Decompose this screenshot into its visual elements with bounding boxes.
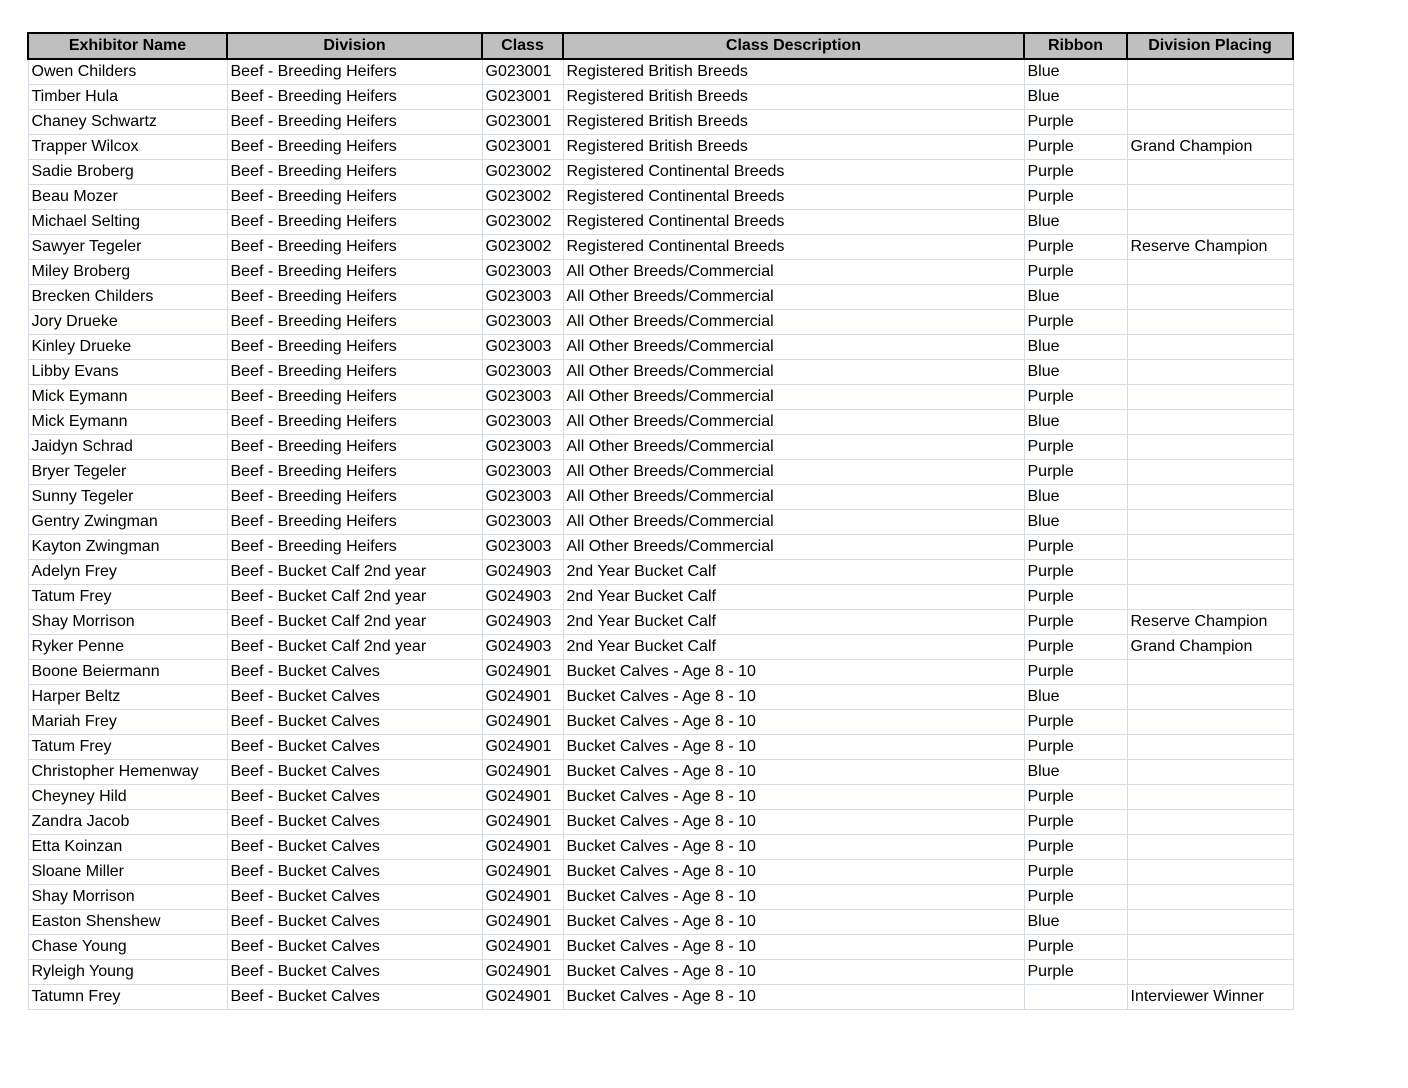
division-placing-cell [1127, 360, 1293, 385]
division-placing-cell [1127, 110, 1293, 135]
exhibitor-name-cell: Sloane Miller [28, 860, 227, 885]
exhibitor-name-cell: Harper Beltz [28, 685, 227, 710]
exhibitor-name-cell: Chase Young [28, 935, 227, 960]
exhibitor-name-cell: Sadie Broberg [28, 160, 227, 185]
ribbon-cell: Blue [1024, 910, 1127, 935]
division-cell: Beef - Breeding Heifers [227, 510, 482, 535]
division-placing-cell: Grand Champion [1127, 135, 1293, 160]
ribbon-cell: Purple [1024, 635, 1127, 660]
division-cell: Beef - Breeding Heifers [227, 410, 482, 435]
division-cell: Beef - Bucket Calves [227, 810, 482, 835]
exhibitor-name-cell: Mick Eymann [28, 385, 227, 410]
division-placing-cell [1127, 535, 1293, 560]
division-cell: Beef - Breeding Heifers [227, 185, 482, 210]
class-cell: G024901 [482, 810, 563, 835]
table-row [28, 160, 1293, 185]
header-division-placing: Division Placing [1127, 33, 1293, 59]
division-placing-cell [1127, 385, 1293, 410]
ribbon-cell: Blue [1024, 410, 1127, 435]
division-cell: Beef - Bucket Calves [227, 960, 482, 985]
division-cell: Beef - Breeding Heifers [227, 110, 482, 135]
ribbon-cell: Purple [1024, 110, 1127, 135]
class-description-cell: Registered British Breeds [563, 110, 1024, 135]
table-row [28, 235, 1293, 260]
table-row [28, 185, 1293, 210]
division-placing-cell [1127, 260, 1293, 285]
exhibitor-name-cell: Kayton Zwingman [28, 535, 227, 560]
exhibitor-name-cell: Timber Hula [28, 85, 227, 110]
division-placing-cell [1127, 485, 1293, 510]
table-row [28, 285, 1293, 310]
class-cell: G024901 [482, 860, 563, 885]
table-row [28, 935, 1293, 960]
exhibitor-name-cell: Libby Evans [28, 360, 227, 385]
division-cell: Beef - Breeding Heifers [227, 435, 482, 460]
exhibitor-name-cell: Mick Eymann [28, 410, 227, 435]
division-placing-cell [1127, 560, 1293, 585]
class-cell: G024901 [482, 660, 563, 685]
class-description-cell: Registered Continental Breeds [563, 210, 1024, 235]
ribbon-cell: Purple [1024, 660, 1127, 685]
header-class-description: Class Description [563, 33, 1024, 59]
class-description-cell: All Other Breeds/Commercial [563, 485, 1024, 510]
exhibitor-name-cell: Michael Selting [28, 210, 227, 235]
ribbon-cell: Purple [1024, 185, 1127, 210]
table-row [28, 985, 1293, 1010]
class-cell: G024903 [482, 560, 563, 585]
exhibitor-name-cell: Sawyer Tegeler [28, 235, 227, 260]
division-cell: Beef - Bucket Calf 2nd year [227, 635, 482, 660]
division-placing-cell [1127, 860, 1293, 885]
division-cell: Beef - Bucket Calves [227, 660, 482, 685]
table-row [28, 960, 1293, 985]
class-description-cell: Bucket Calves - Age 8 - 10 [563, 985, 1024, 1010]
class-cell: G024901 [482, 685, 563, 710]
ribbon-cell: Purple [1024, 535, 1127, 560]
division-placing-cell [1127, 735, 1293, 760]
table-row [28, 135, 1293, 160]
ribbon-cell: Purple [1024, 735, 1127, 760]
division-placing-cell [1127, 435, 1293, 460]
class-cell: G023003 [482, 260, 563, 285]
class-cell: G024901 [482, 910, 563, 935]
division-cell: Beef - Breeding Heifers [227, 485, 482, 510]
division-placing-cell [1127, 185, 1293, 210]
exhibitor-name-cell: Owen Childers [28, 59, 227, 85]
division-placing-cell [1127, 935, 1293, 960]
ribbon-cell: Purple [1024, 935, 1127, 960]
header-ribbon: Ribbon [1024, 33, 1127, 59]
ribbon-cell: Purple [1024, 785, 1127, 810]
exhibitor-name-cell: Gentry Zwingman [28, 510, 227, 535]
exhibitor-name-cell: Beau Mozer [28, 185, 227, 210]
ribbon-cell: Blue [1024, 210, 1127, 235]
class-cell: G023003 [482, 485, 563, 510]
ribbon-cell: Purple [1024, 585, 1127, 610]
class-cell: G024903 [482, 610, 563, 635]
division-cell: Beef - Bucket Calves [227, 685, 482, 710]
division-cell: Beef - Bucket Calves [227, 710, 482, 735]
ribbon-cell [1024, 985, 1127, 1010]
ribbon-cell: Purple [1024, 435, 1127, 460]
division-placing-cell [1127, 85, 1293, 110]
table-row [28, 660, 1293, 685]
division-placing-cell [1127, 685, 1293, 710]
exhibitor-name-cell: Shay Morrison [28, 610, 227, 635]
results-table [27, 32, 1294, 1010]
class-description-cell: 2nd Year Bucket Calf [563, 635, 1024, 660]
exhibitor-name-cell: Mariah Frey [28, 710, 227, 735]
ribbon-cell: Purple [1024, 610, 1127, 635]
class-description-cell: All Other Breeds/Commercial [563, 285, 1024, 310]
division-cell: Beef - Breeding Heifers [227, 460, 482, 485]
division-cell: Beef - Breeding Heifers [227, 260, 482, 285]
exhibitor-name-cell: Adelyn Frey [28, 560, 227, 585]
table-row [28, 385, 1293, 410]
table-row [28, 435, 1293, 460]
division-placing-cell [1127, 460, 1293, 485]
division-cell: Beef - Bucket Calf 2nd year [227, 610, 482, 635]
class-cell: G023002 [482, 210, 563, 235]
table-row [28, 760, 1293, 785]
table-row [28, 685, 1293, 710]
table-row [28, 59, 1293, 85]
division-cell: Beef - Bucket Calves [227, 735, 482, 760]
division-placing-cell [1127, 160, 1293, 185]
division-placing-cell [1127, 410, 1293, 435]
exhibitor-name-cell: Ryleigh Young [28, 960, 227, 985]
exhibitor-name-cell: Tatum Frey [28, 585, 227, 610]
ribbon-cell: Blue [1024, 485, 1127, 510]
ribbon-cell: Purple [1024, 460, 1127, 485]
ribbon-cell: Purple [1024, 385, 1127, 410]
class-description-cell: Bucket Calves - Age 8 - 10 [563, 910, 1024, 935]
division-placing-cell [1127, 335, 1293, 360]
table-row [28, 585, 1293, 610]
class-description-cell: 2nd Year Bucket Calf [563, 585, 1024, 610]
class-description-cell: Bucket Calves - Age 8 - 10 [563, 785, 1024, 810]
class-description-cell: 2nd Year Bucket Calf [563, 560, 1024, 585]
class-description-cell: Bucket Calves - Age 8 - 10 [563, 685, 1024, 710]
division-cell: Beef - Breeding Heifers [227, 360, 482, 385]
exhibitor-name-cell: Jory Drueke [28, 310, 227, 335]
table-header [28, 33, 1293, 59]
class-cell: G023002 [482, 235, 563, 260]
ribbon-cell: Purple [1024, 310, 1127, 335]
table-row [28, 785, 1293, 810]
class-description-cell: All Other Breeds/Commercial [563, 385, 1024, 410]
table-row [28, 510, 1293, 535]
division-cell: Beef - Breeding Heifers [227, 160, 482, 185]
table-row [28, 85, 1293, 110]
division-cell: Beef - Breeding Heifers [227, 335, 482, 360]
division-placing-cell [1127, 760, 1293, 785]
class-description-cell: Registered British Breeds [563, 59, 1024, 85]
table-row [28, 310, 1293, 335]
division-cell: Beef - Breeding Heifers [227, 385, 482, 410]
table-row [28, 835, 1293, 860]
ribbon-cell: Blue [1024, 685, 1127, 710]
class-cell: G023003 [482, 285, 563, 310]
header-class: Class [482, 33, 563, 59]
exhibitor-name-cell: Trapper Wilcox [28, 135, 227, 160]
class-description-cell: Bucket Calves - Age 8 - 10 [563, 835, 1024, 860]
table-row [28, 360, 1293, 385]
class-cell: G024901 [482, 710, 563, 735]
class-description-cell: All Other Breeds/Commercial [563, 260, 1024, 285]
division-cell: Beef - Bucket Calves [227, 860, 482, 885]
division-cell: Beef - Breeding Heifers [227, 285, 482, 310]
header-row [28, 33, 1293, 59]
division-cell: Beef - Bucket Calf 2nd year [227, 560, 482, 585]
division-cell: Beef - Bucket Calves [227, 785, 482, 810]
division-cell: Beef - Breeding Heifers [227, 310, 482, 335]
ribbon-cell: Blue [1024, 360, 1127, 385]
exhibitor-name-cell: Easton Shenshew [28, 910, 227, 935]
division-cell: Beef - Bucket Calves [227, 835, 482, 860]
class-cell: G023003 [482, 510, 563, 535]
table-row [28, 610, 1293, 635]
table-row [28, 885, 1293, 910]
table-body [28, 59, 1293, 1010]
class-description-cell: All Other Breeds/Commercial [563, 310, 1024, 335]
class-description-cell: All Other Breeds/Commercial [563, 335, 1024, 360]
exhibitor-name-cell: Kinley Drueke [28, 335, 227, 360]
exhibitor-name-cell: Ryker Penne [28, 635, 227, 660]
class-description-cell: All Other Breeds/Commercial [563, 435, 1024, 460]
division-cell: Beef - Bucket Calves [227, 760, 482, 785]
ribbon-cell: Purple [1024, 135, 1127, 160]
table-row [28, 335, 1293, 360]
division-placing-cell [1127, 960, 1293, 985]
ribbon-cell: Purple [1024, 860, 1127, 885]
table-row [28, 410, 1293, 435]
class-description-cell: Bucket Calves - Age 8 - 10 [563, 860, 1024, 885]
division-placing-cell: Reserve Champion [1127, 610, 1293, 635]
division-cell: Beef - Bucket Calves [227, 935, 482, 960]
ribbon-cell: Purple [1024, 960, 1127, 985]
class-description-cell: Registered Continental Breeds [563, 185, 1024, 210]
division-placing-cell [1127, 510, 1293, 535]
class-cell: G024901 [482, 760, 563, 785]
class-cell: G024901 [482, 785, 563, 810]
exhibitor-name-cell: Tatum Frey [28, 735, 227, 760]
division-placing-cell [1127, 310, 1293, 335]
class-description-cell: Bucket Calves - Age 8 - 10 [563, 710, 1024, 735]
exhibitor-name-cell: Tatumn Frey [28, 985, 227, 1010]
exhibitor-name-cell: Chaney Schwartz [28, 110, 227, 135]
class-cell: G024901 [482, 735, 563, 760]
class-cell: G023003 [482, 460, 563, 485]
division-placing-cell: Reserve Champion [1127, 235, 1293, 260]
class-cell: G023003 [482, 385, 563, 410]
division-placing-cell [1127, 585, 1293, 610]
division-placing-cell [1127, 810, 1293, 835]
class-cell: G023002 [482, 185, 563, 210]
division-placing-cell [1127, 710, 1293, 735]
table-row [28, 810, 1293, 835]
division-cell: Beef - Bucket Calves [227, 910, 482, 935]
class-description-cell: All Other Breeds/Commercial [563, 535, 1024, 560]
class-cell: G023001 [482, 110, 563, 135]
table-row [28, 735, 1293, 760]
division-placing-cell [1127, 835, 1293, 860]
ribbon-cell: Purple [1024, 235, 1127, 260]
class-description-cell: Bucket Calves - Age 8 - 10 [563, 885, 1024, 910]
class-cell: G023003 [482, 310, 563, 335]
division-placing-cell [1127, 59, 1293, 85]
table-row [28, 210, 1293, 235]
table-row [28, 860, 1293, 885]
division-placing-cell [1127, 785, 1293, 810]
division-cell: Beef - Breeding Heifers [227, 135, 482, 160]
division-cell: Beef - Breeding Heifers [227, 59, 482, 85]
exhibitor-name-cell: Miley Broberg [28, 260, 227, 285]
division-cell: Beef - Breeding Heifers [227, 235, 482, 260]
table-row [28, 110, 1293, 135]
ribbon-cell: Purple [1024, 160, 1127, 185]
table-row [28, 910, 1293, 935]
ribbon-cell: Blue [1024, 760, 1127, 785]
class-cell: G024903 [482, 585, 563, 610]
table-row [28, 710, 1293, 735]
division-placing-cell [1127, 910, 1293, 935]
class-description-cell: All Other Breeds/Commercial [563, 460, 1024, 485]
division-placing-cell: Interviewer Winner [1127, 985, 1293, 1010]
ribbon-cell: Blue [1024, 59, 1127, 85]
class-cell: G024901 [482, 835, 563, 860]
ribbon-cell: Blue [1024, 335, 1127, 360]
division-placing-cell [1127, 285, 1293, 310]
exhibitor-name-cell: Zandra Jacob [28, 810, 227, 835]
class-cell: G023003 [482, 435, 563, 460]
exhibitor-name-cell: Christopher Hemenway [28, 760, 227, 785]
class-cell: G023001 [482, 135, 563, 160]
class-cell: G023002 [482, 160, 563, 185]
division-cell: Beef - Breeding Heifers [227, 535, 482, 560]
class-description-cell: Bucket Calves - Age 8 - 10 [563, 735, 1024, 760]
ribbon-cell: Blue [1024, 85, 1127, 110]
table-row [28, 485, 1293, 510]
table-row [28, 560, 1293, 585]
header-exhibitor-name: Exhibitor Name [28, 33, 227, 59]
class-description-cell: Registered Continental Breeds [563, 160, 1024, 185]
ribbon-cell: Purple [1024, 810, 1127, 835]
header-division: Division [227, 33, 482, 59]
class-cell: G023001 [482, 59, 563, 85]
division-cell: Beef - Bucket Calf 2nd year [227, 585, 482, 610]
class-cell: G024901 [482, 985, 563, 1010]
ribbon-cell: Blue [1024, 510, 1127, 535]
division-placing-cell [1127, 210, 1293, 235]
class-description-cell: Registered British Breeds [563, 85, 1024, 110]
ribbon-cell: Purple [1024, 560, 1127, 585]
class-cell: G024901 [482, 885, 563, 910]
exhibitor-name-cell: Bryer Tegeler [28, 460, 227, 485]
division-cell: Beef - Bucket Calves [227, 985, 482, 1010]
exhibitor-name-cell: Sunny Tegeler [28, 485, 227, 510]
division-cell: Beef - Bucket Calves [227, 885, 482, 910]
class-cell: G023003 [482, 410, 563, 435]
class-description-cell: 2nd Year Bucket Calf [563, 610, 1024, 635]
class-cell: G024903 [482, 635, 563, 660]
class-description-cell: Registered Continental Breeds [563, 235, 1024, 260]
exhibitor-name-cell: Boone Beiermann [28, 660, 227, 685]
exhibitor-name-cell: Shay Morrison [28, 885, 227, 910]
ribbon-cell: Purple [1024, 885, 1127, 910]
division-placing-cell [1127, 660, 1293, 685]
class-description-cell: All Other Breeds/Commercial [563, 510, 1024, 535]
class-description-cell: All Other Breeds/Commercial [563, 410, 1024, 435]
division-cell: Beef - Breeding Heifers [227, 210, 482, 235]
table-row [28, 260, 1293, 285]
exhibitor-name-cell: Cheyney Hild [28, 785, 227, 810]
division-placing-cell [1127, 885, 1293, 910]
division-cell: Beef - Breeding Heifers [227, 85, 482, 110]
table-row [28, 635, 1293, 660]
class-cell: G023003 [482, 335, 563, 360]
class-description-cell: All Other Breeds/Commercial [563, 360, 1024, 385]
class-description-cell: Bucket Calves - Age 8 - 10 [563, 760, 1024, 785]
class-cell: G024901 [482, 935, 563, 960]
table-row [28, 535, 1293, 560]
class-cell: G023001 [482, 85, 563, 110]
ribbon-cell: Purple [1024, 835, 1127, 860]
class-cell: G023003 [482, 535, 563, 560]
ribbon-cell: Blue [1024, 285, 1127, 310]
class-description-cell: Bucket Calves - Age 8 - 10 [563, 935, 1024, 960]
class-description-cell: Bucket Calves - Age 8 - 10 [563, 660, 1024, 685]
exhibitor-name-cell: Etta Koinzan [28, 835, 227, 860]
table-row [28, 460, 1293, 485]
ribbon-cell: Purple [1024, 260, 1127, 285]
division-placing-cell: Grand Champion [1127, 635, 1293, 660]
class-description-cell: Bucket Calves - Age 8 - 10 [563, 810, 1024, 835]
class-cell: G024901 [482, 960, 563, 985]
class-description-cell: Bucket Calves - Age 8 - 10 [563, 960, 1024, 985]
ribbon-cell: Purple [1024, 710, 1127, 735]
exhibitor-name-cell: Jaidyn Schrad [28, 435, 227, 460]
class-cell: G023003 [482, 360, 563, 385]
exhibitor-name-cell: Brecken Childers [28, 285, 227, 310]
class-description-cell: Registered British Breeds [563, 135, 1024, 160]
